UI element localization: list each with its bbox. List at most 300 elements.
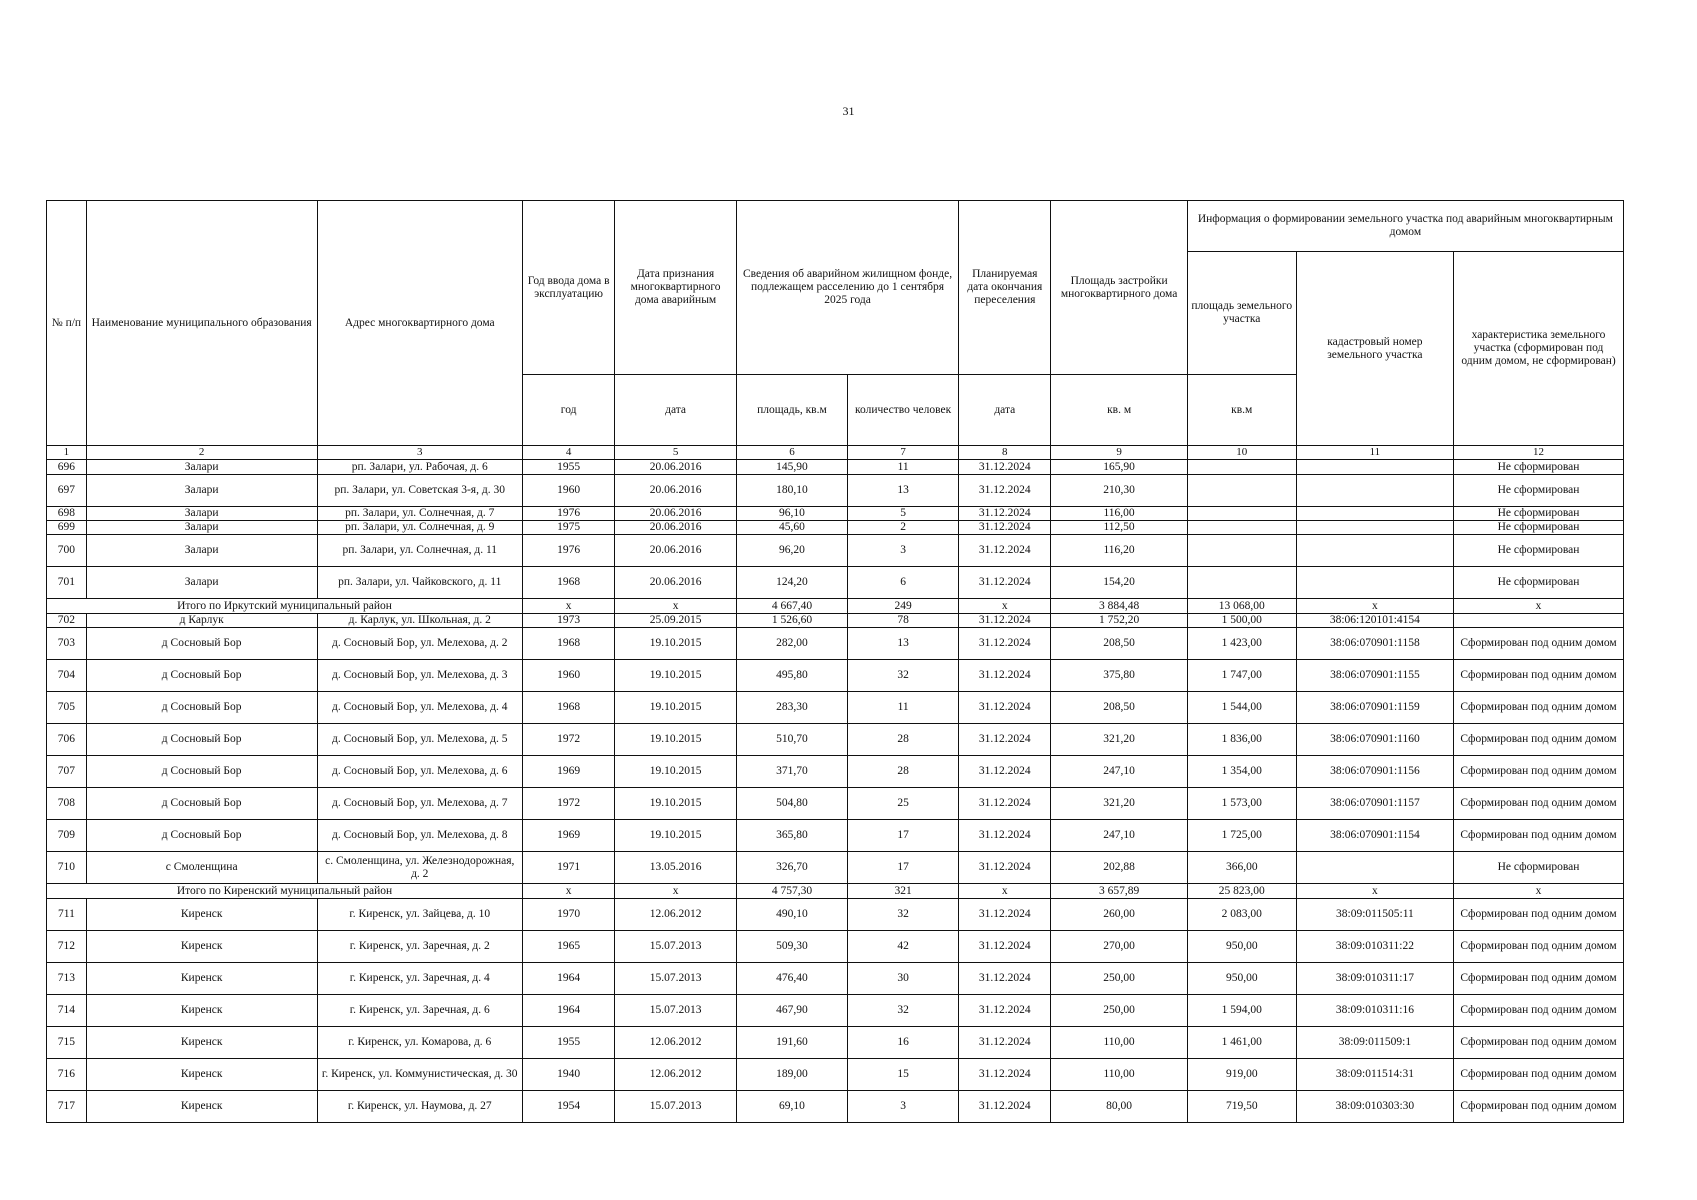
cell-land-char: Сформирован под одним домом	[1454, 963, 1624, 995]
column-number: 2	[86, 446, 317, 460]
cell-address: г. Киренск, ул. Заречная, д. 4	[317, 963, 523, 995]
cell-land-char: х	[1454, 599, 1624, 614]
table-row	[47, 628, 1624, 660]
cell-planned-date: 31.12.2024	[959, 475, 1051, 507]
cell-num: 701	[47, 567, 87, 599]
cell-municipality: д Сосновый Бор	[86, 724, 317, 756]
cell-num: 697	[47, 475, 87, 507]
cell-address: г. Киренск, ул. Заречная, д. 6	[317, 995, 523, 1027]
cell-cadastral: 38:09:010311:22	[1296, 931, 1453, 963]
cell-land-area: 366,00	[1187, 852, 1296, 884]
cell-people: 3	[848, 535, 959, 567]
column-number: 11	[1296, 446, 1453, 460]
cell-planned-date: 31.12.2024	[959, 660, 1051, 692]
cell-people: 16	[848, 1027, 959, 1059]
cell-area: 467,90	[736, 995, 847, 1027]
cell-cadastral: 38:06:120101:4154	[1296, 614, 1453, 628]
column-number: 4	[523, 446, 615, 460]
cell-area: 495,80	[736, 660, 847, 692]
cell-area: 4 757,30	[736, 884, 847, 899]
cell-land-char: Сформирован под одним домом	[1454, 1027, 1624, 1059]
cell-municipality: Киренск	[86, 1059, 317, 1091]
cell-building-area: 247,10	[1051, 820, 1187, 852]
cell-address: рп. Залари, ул. Чайковского, д. 11	[317, 567, 523, 599]
cell-land-area: 719,50	[1187, 1091, 1296, 1123]
cell-municipality: Залари	[86, 535, 317, 567]
cell-year-built: 1965	[523, 931, 615, 963]
cell-planned-date: 31.12.2024	[959, 521, 1051, 535]
table-row	[47, 1091, 1624, 1123]
cell-planned-date: 31.12.2024	[959, 460, 1051, 475]
cell-address: д. Сосновый Бор, ул. Мелехова, д. 2	[317, 628, 523, 660]
cell-cadastral: 38:09:011509:1	[1296, 1027, 1453, 1059]
cell-municipality: Киренск	[86, 899, 317, 931]
cell-land-char: Не сформирован	[1454, 507, 1624, 521]
cell-address: г. Киренск, ул. Зайцева, д. 10	[317, 899, 523, 931]
cell-people: 42	[848, 931, 959, 963]
cell-municipality: д Сосновый Бор	[86, 628, 317, 660]
cell-area: 282,00	[736, 628, 847, 660]
cell-year-built: 1976	[523, 535, 615, 567]
register-table-wrapper	[46, 200, 1624, 1123]
cell-land-char: Не сформирован	[1454, 852, 1624, 884]
header-land-char: характеристика земельного участка (сформирован под одним домом, не сформирован)	[1454, 252, 1624, 446]
table-row	[47, 963, 1624, 995]
cell-year-built: 1968	[523, 692, 615, 724]
cell-municipality: Киренск	[86, 963, 317, 995]
cell-area: 69,10	[736, 1091, 847, 1123]
cell-num: 711	[47, 899, 87, 931]
cell-address: с. Смоленщина, ул. Железнодорожная, д. 2	[317, 852, 523, 884]
cell-year-built: 1968	[523, 567, 615, 599]
cell-address: г. Киренск, ул. Заречная, д. 2	[317, 931, 523, 963]
cell-land-char: Сформирован под одним домом	[1454, 899, 1624, 931]
cell-area: 96,10	[736, 507, 847, 521]
cell-num: 717	[47, 1091, 87, 1123]
column-number: 3	[317, 446, 523, 460]
table-row	[47, 756, 1624, 788]
cell-area: 490,10	[736, 899, 847, 931]
cell-recognition-date: 13.05.2016	[615, 852, 737, 884]
cell-land-char: Сформирован под одним домом	[1454, 756, 1624, 788]
header-sub-area: площадь, кв.м	[736, 375, 847, 446]
cell-land-area: 1 461,00	[1187, 1027, 1296, 1059]
cell-planned-date: 31.12.2024	[959, 507, 1051, 521]
column-number: 10	[1187, 446, 1296, 460]
cell-land-area: 2 083,00	[1187, 899, 1296, 931]
cell-people: 32	[848, 660, 959, 692]
table-row	[47, 1059, 1624, 1091]
cell-municipality: Залари	[86, 567, 317, 599]
cell-land-area	[1187, 521, 1296, 535]
cell-cadastral: 38:06:070901:1154	[1296, 820, 1453, 852]
cell-land-area: 1 500,00	[1187, 614, 1296, 628]
cell-area: 189,00	[736, 1059, 847, 1091]
cell-land-char: Сформирован под одним домом	[1454, 1091, 1624, 1123]
cell-recognition-date: 20.06.2016	[615, 460, 737, 475]
cell-area: 283,30	[736, 692, 847, 724]
cell-address: рп. Залари, ул. Солнечная, д. 11	[317, 535, 523, 567]
cell-area: 510,70	[736, 724, 847, 756]
cell-num: 715	[47, 1027, 87, 1059]
cell-building-area: 208,50	[1051, 628, 1187, 660]
cell-people: 78	[848, 614, 959, 628]
cell-land-area	[1187, 507, 1296, 521]
table-row	[47, 899, 1624, 931]
cell-address: д. Сосновый Бор, ул. Мелехова, д. 6	[317, 756, 523, 788]
cell-people: 13	[848, 628, 959, 660]
cell-building-area: 321,20	[1051, 724, 1187, 756]
cell-planned-date: х	[959, 599, 1051, 614]
page-number: 31	[842, 104, 855, 118]
cell-recognition-date: 20.06.2016	[615, 507, 737, 521]
cell-cadastral	[1296, 567, 1453, 599]
cell-area: 365,80	[736, 820, 847, 852]
cell-num: 700	[47, 535, 87, 567]
cell-planned-date: 31.12.2024	[959, 931, 1051, 963]
cell-year-built: 1976	[523, 507, 615, 521]
cell-address: г. Киренск, ул. Коммунистическая, д. 30	[317, 1059, 523, 1091]
cell-year-built: 1968	[523, 628, 615, 660]
table-row	[47, 931, 1624, 963]
cell-year-built: 1960	[523, 475, 615, 507]
cell-num: 699	[47, 521, 87, 535]
cell-building-area: 375,80	[1051, 660, 1187, 692]
cell-municipality: с Смоленщина	[86, 852, 317, 884]
cell-num: 705	[47, 692, 87, 724]
cell-municipality: Залари	[86, 460, 317, 475]
cell-cadastral: 38:06:070901:1159	[1296, 692, 1453, 724]
cell-land-char: Не сформирован	[1454, 521, 1624, 535]
header-building-area: Площадь застройки многоквартирного дома	[1051, 201, 1187, 375]
cell-people: 321	[848, 884, 959, 899]
cell-num: 710	[47, 852, 87, 884]
cell-area: 509,30	[736, 931, 847, 963]
cell-area: 1 526,60	[736, 614, 847, 628]
cell-recognition-date: 19.10.2015	[615, 788, 737, 820]
cell-building-area: 260,00	[1051, 899, 1187, 931]
header-recognition-date: Дата признания многоквартирного дома аварийным	[615, 201, 737, 375]
table-row	[47, 788, 1624, 820]
cell-recognition-date: 15.07.2013	[615, 995, 737, 1027]
cell-year-built: 1954	[523, 1091, 615, 1123]
header-sub-people: количество человек	[848, 375, 959, 446]
cell-address: рп. Залари, ул. Солнечная, д. 9	[317, 521, 523, 535]
cell-num: 696	[47, 460, 87, 475]
table-row	[47, 692, 1624, 724]
emergency-housing-table	[46, 200, 1624, 1123]
cell-year-built: х	[523, 599, 615, 614]
cell-area: 371,70	[736, 756, 847, 788]
cell-planned-date: 31.12.2024	[959, 1027, 1051, 1059]
cell-people: 6	[848, 567, 959, 599]
cell-planned-date: 31.12.2024	[959, 820, 1051, 852]
cell-building-area: 1 752,20	[1051, 614, 1187, 628]
cell-building-area: 110,00	[1051, 1059, 1187, 1091]
subtotal-label: Итого по Иркутский муниципальный район	[47, 599, 523, 614]
cell-land-char: Не сформирован	[1454, 460, 1624, 475]
cell-cadastral: 38:06:070901:1155	[1296, 660, 1453, 692]
cell-people: 3	[848, 1091, 959, 1123]
cell-land-area: 1 747,00	[1187, 660, 1296, 692]
cell-recognition-date: 20.06.2016	[615, 535, 737, 567]
cell-municipality: д Сосновый Бор	[86, 756, 317, 788]
cell-cadastral	[1296, 521, 1453, 535]
column-numbers-row	[47, 446, 1624, 460]
cell-planned-date: 31.12.2024	[959, 852, 1051, 884]
cell-cadastral: х	[1296, 599, 1453, 614]
cell-municipality: д Карлук	[86, 614, 317, 628]
header-sub-year: год	[523, 375, 615, 446]
cell-planned-date: 31.12.2024	[959, 724, 1051, 756]
cell-building-area: 208,50	[1051, 692, 1187, 724]
cell-land-area: 1 836,00	[1187, 724, 1296, 756]
cell-recognition-date: 19.10.2015	[615, 692, 737, 724]
cell-land-area: 25 823,00	[1187, 884, 1296, 899]
cell-num: 704	[47, 660, 87, 692]
cell-cadastral: 38:09:010311:16	[1296, 995, 1453, 1027]
cell-year-built: 1960	[523, 660, 615, 692]
cell-recognition-date: 19.10.2015	[615, 660, 737, 692]
cell-land-char: Сформирован под одним домом	[1454, 931, 1624, 963]
cell-land-char: Сформирован под одним домом	[1454, 995, 1624, 1027]
cell-building-area: 110,00	[1051, 1027, 1187, 1059]
cell-municipality: Киренск	[86, 1091, 317, 1123]
cell-num: 712	[47, 931, 87, 963]
cell-cadastral: 38:06:070901:1157	[1296, 788, 1453, 820]
cell-people: 15	[848, 1059, 959, 1091]
cell-address: г. Киренск, ул. Комарова, д. 6	[317, 1027, 523, 1059]
cell-area: 45,60	[736, 521, 847, 535]
table-row	[47, 521, 1624, 535]
cell-address: д. Сосновый Бор, ул. Мелехова, д. 4	[317, 692, 523, 724]
header-cadastral: кадастровый номер земельного участка	[1296, 252, 1453, 446]
table-row	[47, 1027, 1624, 1059]
cell-building-area: 247,10	[1051, 756, 1187, 788]
cell-year-built: 1964	[523, 995, 615, 1027]
cell-land-char: Не сформирован	[1454, 567, 1624, 599]
cell-planned-date: 31.12.2024	[959, 535, 1051, 567]
cell-recognition-date: 19.10.2015	[615, 756, 737, 788]
cell-year-built: 1964	[523, 963, 615, 995]
cell-land-area: 950,00	[1187, 931, 1296, 963]
cell-address: рп. Залари, ул. Солнечная, д. 7	[317, 507, 523, 521]
cell-land-char: Сформирован под одним домом	[1454, 660, 1624, 692]
cell-land-char: х	[1454, 884, 1624, 899]
cell-land-area: 1 725,00	[1187, 820, 1296, 852]
cell-recognition-date: х	[615, 599, 737, 614]
cell-area: 191,60	[736, 1027, 847, 1059]
cell-cadastral: 38:09:010303:30	[1296, 1091, 1453, 1123]
cell-land-area	[1187, 475, 1296, 507]
column-number: 8	[959, 446, 1051, 460]
cell-building-area: 116,20	[1051, 535, 1187, 567]
cell-land-area: 1 423,00	[1187, 628, 1296, 660]
cell-address: д. Сосновый Бор, ул. Мелехова, д. 5	[317, 724, 523, 756]
header-land-area: площадь земельного участка	[1187, 252, 1296, 375]
cell-area: 504,80	[736, 788, 847, 820]
cell-building-area: 210,30	[1051, 475, 1187, 507]
cell-land-area	[1187, 535, 1296, 567]
cell-year-built: 1975	[523, 521, 615, 535]
cell-land-area: 13 068,00	[1187, 599, 1296, 614]
cell-planned-date: х	[959, 884, 1051, 899]
cell-planned-date: 31.12.2024	[959, 899, 1051, 931]
cell-land-area: 1 573,00	[1187, 788, 1296, 820]
table-row	[47, 995, 1624, 1027]
header-housing-info: Сведения об аварийном жилищном фонде, подлежащем расселению до 1 сентября 2025 года	[736, 201, 958, 375]
cell-municipality: Киренск	[86, 931, 317, 963]
table-row	[47, 660, 1624, 692]
cell-address: рп. Залари, ул. Советская 3-я, д. 30	[317, 475, 523, 507]
cell-num: 703	[47, 628, 87, 660]
cell-land-area	[1187, 460, 1296, 475]
cell-planned-date: 31.12.2024	[959, 788, 1051, 820]
cell-recognition-date: 12.06.2012	[615, 1059, 737, 1091]
cell-num: 716	[47, 1059, 87, 1091]
cell-land-char: Не сформирован	[1454, 535, 1624, 567]
cell-people: 30	[848, 963, 959, 995]
cell-municipality: д Сосновый Бор	[86, 692, 317, 724]
cell-planned-date: 31.12.2024	[959, 963, 1051, 995]
header-land-info: Информация о формировании земельного участка под аварийным многоквартирным домом	[1187, 201, 1623, 252]
cell-cadastral: х	[1296, 884, 1453, 899]
cell-building-area: 250,00	[1051, 963, 1187, 995]
cell-recognition-date: 15.07.2013	[615, 931, 737, 963]
cell-land-area: 1 594,00	[1187, 995, 1296, 1027]
cell-building-area: 112,50	[1051, 521, 1187, 535]
cell-cadastral	[1296, 852, 1453, 884]
cell-cadastral	[1296, 475, 1453, 507]
table-row	[47, 820, 1624, 852]
cell-land-char: Сформирован под одним домом	[1454, 724, 1624, 756]
header-municipality: Наименование муниципального образования	[86, 201, 317, 446]
cell-people: 17	[848, 820, 959, 852]
cell-address: г. Киренск, ул. Наумова, д. 27	[317, 1091, 523, 1123]
table-row	[47, 460, 1624, 475]
cell-land-char: Не сформирован	[1454, 475, 1624, 507]
cell-people: 13	[848, 475, 959, 507]
cell-year-built: х	[523, 884, 615, 899]
subtotal-row	[47, 599, 1624, 614]
cell-people: 5	[848, 507, 959, 521]
cell-municipality: д Сосновый Бор	[86, 660, 317, 692]
cell-address: д. Карлук, ул. Школьная, д. 2	[317, 614, 523, 628]
cell-area: 145,90	[736, 460, 847, 475]
header-sub-date: дата	[615, 375, 737, 446]
cell-land-area: 1 544,00	[1187, 692, 1296, 724]
cell-people: 32	[848, 899, 959, 931]
cell-cadastral	[1296, 460, 1453, 475]
cell-cadastral: 38:09:011505:11	[1296, 899, 1453, 931]
cell-building-area: 80,00	[1051, 1091, 1187, 1123]
table-row	[47, 614, 1624, 628]
cell-planned-date: 31.12.2024	[959, 614, 1051, 628]
cell-year-built: 1972	[523, 724, 615, 756]
table-row	[47, 507, 1624, 521]
cell-address: д. Сосновый Бор, ул. Мелехова, д. 7	[317, 788, 523, 820]
cell-land-char: Сформирован под одним домом	[1454, 1059, 1624, 1091]
cell-recognition-date: 20.06.2016	[615, 567, 737, 599]
cell-land-char	[1454, 614, 1624, 628]
cell-area: 4 667,40	[736, 599, 847, 614]
cell-cadastral	[1296, 507, 1453, 521]
cell-people: 28	[848, 724, 959, 756]
cell-people: 11	[848, 692, 959, 724]
cell-municipality: Залари	[86, 521, 317, 535]
cell-year-built: 1972	[523, 788, 615, 820]
cell-municipality: д Сосновый Бор	[86, 820, 317, 852]
cell-planned-date: 31.12.2024	[959, 628, 1051, 660]
header-year-built: Год ввода дома в эксплуатацию	[523, 201, 615, 375]
header-sub-kvm2: кв.м	[1187, 375, 1296, 446]
cell-people: 28	[848, 756, 959, 788]
cell-recognition-date: 12.06.2012	[615, 899, 737, 931]
cell-municipality: Киренск	[86, 995, 317, 1027]
cell-recognition-date: 19.10.2015	[615, 628, 737, 660]
cell-cadastral: 38:06:070901:1156	[1296, 756, 1453, 788]
cell-building-area: 3 657,89	[1051, 884, 1187, 899]
cell-land-area: 1 354,00	[1187, 756, 1296, 788]
table-row	[47, 567, 1624, 599]
cell-planned-date: 31.12.2024	[959, 567, 1051, 599]
cell-people: 25	[848, 788, 959, 820]
cell-land-char: Сформирован под одним домом	[1454, 820, 1624, 852]
table-body	[47, 460, 1624, 1123]
cell-building-area: 250,00	[1051, 995, 1187, 1027]
cell-building-area: 116,00	[1051, 507, 1187, 521]
cell-recognition-date: 15.07.2013	[615, 1091, 737, 1123]
table-row	[47, 475, 1624, 507]
column-number: 6	[736, 446, 847, 460]
header-planned-date: Планируемая дата окончания переселения	[959, 201, 1051, 375]
cell-area: 476,40	[736, 963, 847, 995]
cell-land-char: Сформирован под одним домом	[1454, 628, 1624, 660]
cell-cadastral: 38:09:010311:17	[1296, 963, 1453, 995]
column-number: 7	[848, 446, 959, 460]
cell-recognition-date: 25.09.2015	[615, 614, 737, 628]
cell-planned-date: 31.12.2024	[959, 1091, 1051, 1123]
cell-land-char: Сформирован под одним домом	[1454, 788, 1624, 820]
cell-building-area: 165,90	[1051, 460, 1187, 475]
cell-num: 709	[47, 820, 87, 852]
table-header	[47, 201, 1624, 460]
cell-year-built: 1971	[523, 852, 615, 884]
cell-land-char: Сформирован под одним домом	[1454, 692, 1624, 724]
cell-building-area: 270,00	[1051, 931, 1187, 963]
cell-planned-date: 31.12.2024	[959, 995, 1051, 1027]
cell-area: 326,70	[736, 852, 847, 884]
cell-people: 17	[848, 852, 959, 884]
cell-planned-date: 31.12.2024	[959, 1059, 1051, 1091]
cell-people: 249	[848, 599, 959, 614]
subtotal-row	[47, 884, 1624, 899]
cell-year-built: 1973	[523, 614, 615, 628]
cell-num: 706	[47, 724, 87, 756]
cell-building-area: 321,20	[1051, 788, 1187, 820]
table-row	[47, 852, 1624, 884]
cell-recognition-date: 20.06.2016	[615, 521, 737, 535]
cell-address: рп. Залари, ул. Рабочая, д. 6	[317, 460, 523, 475]
cell-address: д. Сосновый Бор, ул. Мелехова, д. 3	[317, 660, 523, 692]
cell-recognition-date: 12.06.2012	[615, 1027, 737, 1059]
cell-people: 11	[848, 460, 959, 475]
cell-year-built: 1955	[523, 460, 615, 475]
header-address: Адрес многоквартирного дома	[317, 201, 523, 446]
cell-municipality: Залари	[86, 475, 317, 507]
cell-planned-date: 31.12.2024	[959, 756, 1051, 788]
cell-cadastral: 38:06:070901:1158	[1296, 628, 1453, 660]
